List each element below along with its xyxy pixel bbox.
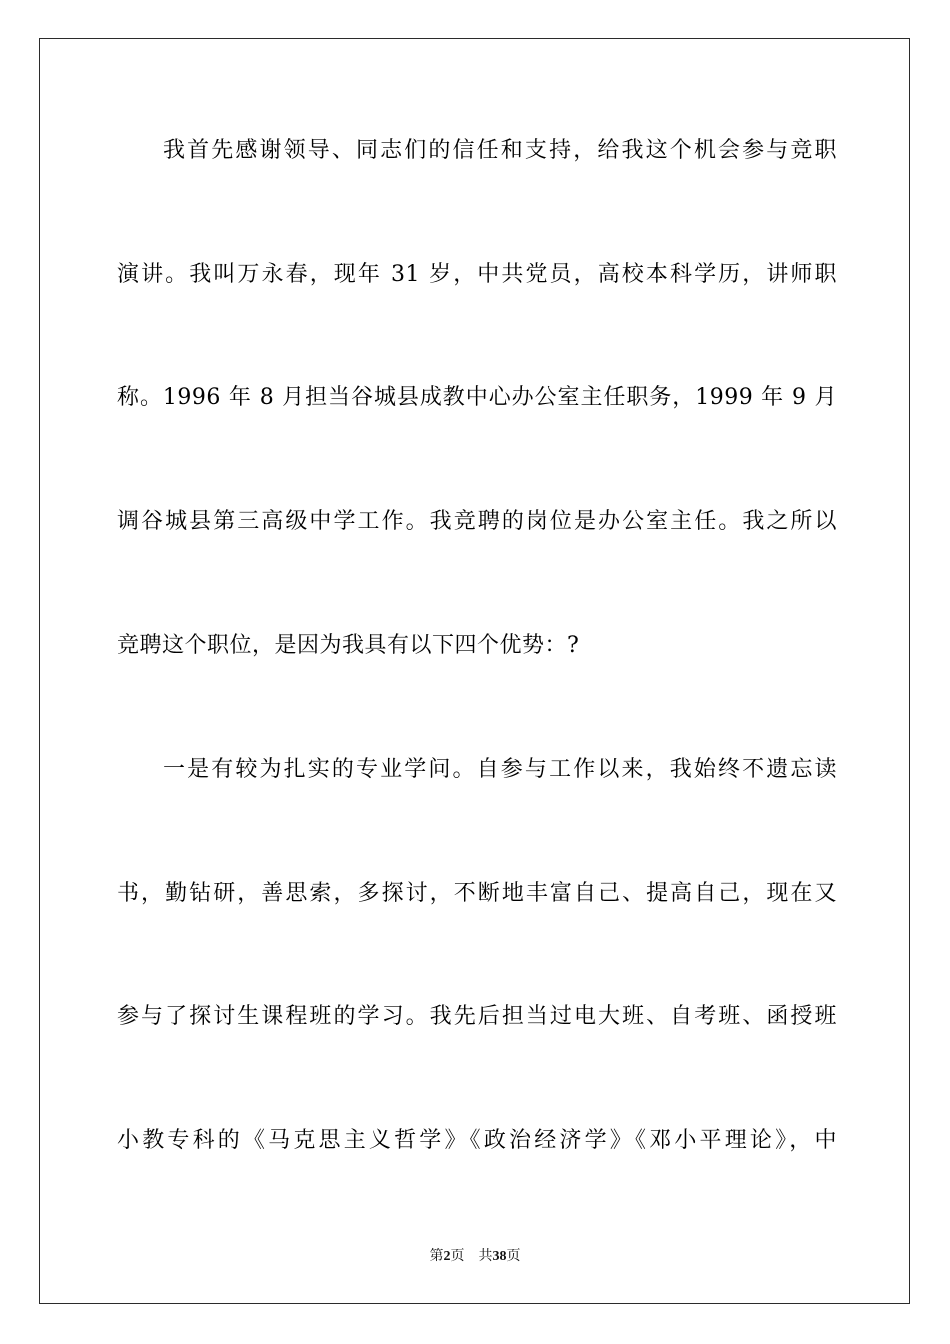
page-suffix: 页 <box>450 1249 465 1264</box>
paragraph-2-line-3: 参与了探讨生课程班的学习。我先后担当过电大班、自考班、函授班 <box>117 1004 837 1029</box>
page-prefix: 第 <box>429 1249 444 1264</box>
page-number: 2 <box>443 1249 451 1264</box>
paragraph-2-line-2: 书，勤钻研，善思索，多探讨，不断地丰富自己、提高自己，现在又 <box>117 881 837 906</box>
page-footer <box>0 1248 950 1266</box>
paragraph-2-line-4: 小教专科的《马克思主义哲学》《政治经济学》《邓小平理论》，中 <box>117 1128 837 1153</box>
paragraph-2-line-1: 一是有较为扎实的专业学问。自参与工作以来，我始终不遗忘读 <box>163 757 837 782</box>
total-suffix: 页 <box>506 1249 521 1264</box>
page-border <box>39 38 910 1304</box>
total-pages: 38 <box>492 1249 507 1264</box>
paragraph-1-line-4: 调谷城县第三高级中学工作。我竞聘的岗位是办公室主任。我之所以 <box>117 509 837 534</box>
paragraph-1-line-1: 我首先感谢领导、同志们的信任和支持，给我这个机会参与竞职 <box>163 138 837 163</box>
paragraph-1-line-2: 演讲。我叫万永春，现年 31 岁，中共党员，高校本科学历，讲师职 <box>117 262 837 287</box>
paragraph-1-line-3: 称。1996 年 8 月担当谷城县成教中心办公室主任职务，1999 年 9 月 <box>117 385 837 410</box>
paragraph-1-line-5: 竞聘这个职位，是因为我具有以下四个优势：? <box>117 633 580 658</box>
total-prefix: 共 <box>478 1249 493 1264</box>
